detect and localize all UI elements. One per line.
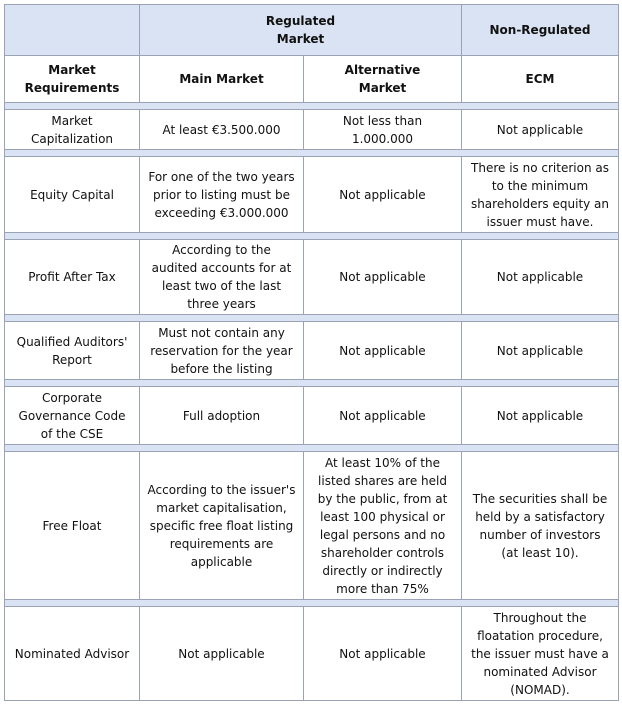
row-separator (5, 380, 619, 387)
main-market-cell: Not applicable (140, 607, 304, 701)
alternative-market-header: Alternative Market (304, 56, 462, 103)
row-separator (5, 233, 619, 240)
main-market-cell: According to the audited accounts for at least two of the last three years (140, 240, 304, 315)
main-market-cell: Full adoption (140, 387, 304, 445)
main-market-cell: At least €3.500.000 (140, 110, 304, 150)
corner-blank-cell (5, 5, 140, 56)
alternative-market-cell: Not applicable (304, 387, 462, 445)
alternative-market-cell: Not applicable (304, 240, 462, 315)
ecm-header: ECM (462, 56, 619, 103)
market-requirements-table (4, 4, 619, 701)
table-row (5, 240, 619, 315)
ecm-cell: Not applicable (462, 240, 619, 315)
main-market-cell: According to the issuer's market capitalisation, specific free float listing requirements are applicable (140, 452, 304, 600)
row-separator (5, 150, 619, 157)
table-row (5, 387, 619, 445)
alternative-market-cell: At least 10% of the listed shares are held by the public, from at least 100 physical or legal persons and no shareholder controls directly or indirectly more than 75% (304, 452, 462, 600)
table-row (5, 452, 619, 600)
requirement-cell: Market Capitalization (5, 110, 140, 150)
row-separator (5, 445, 619, 452)
table-row (5, 322, 619, 380)
regulated-market-header: Regulated Market (140, 5, 462, 56)
requirement-cell: Qualified Auditors' Report (5, 322, 140, 380)
table-row (5, 110, 619, 150)
market-requirements-header: Market Requirements (5, 56, 140, 103)
ecm-cell: Not applicable (462, 387, 619, 445)
ecm-cell: Not applicable (462, 322, 619, 380)
requirement-cell: Profit After Tax (5, 240, 140, 315)
alternative-market-cell: Not applicable (304, 157, 462, 233)
alternative-market-cell: Not applicable (304, 322, 462, 380)
requirement-cell: Nominated Advisor (5, 607, 140, 701)
non-regulated-header: Non-Regulated (462, 5, 619, 56)
main-market-cell: For one of the two years prior to listing must be exceeding €3.000.000 (140, 157, 304, 233)
alternative-market-cell: Not applicable (304, 607, 462, 701)
ecm-cell: Throughout the floatation procedure, the issuer must have a nominated Advisor (NOMAD). (462, 607, 619, 701)
alternative-market-cell: Not less than 1.000.000 (304, 110, 462, 150)
row-separator (5, 103, 619, 110)
ecm-cell: There is no criterion as to the minimum shareholders equity an issuer must have. (462, 157, 619, 233)
ecm-cell: The securities shall be held by a satisfactory number of investors (at least 10). (462, 452, 619, 600)
row-separator (5, 315, 619, 322)
requirement-cell: Equity Capital (5, 157, 140, 233)
main-market-cell: Must not contain any reservation for the year before the listing (140, 322, 304, 380)
row-separator (5, 600, 619, 607)
table-row (5, 607, 619, 701)
main-market-header: Main Market (140, 56, 304, 103)
requirement-cell: Corporate Governance Code of the CSE (5, 387, 140, 445)
requirement-cell: Free Float (5, 452, 140, 600)
ecm-cell: Not applicable (462, 110, 619, 150)
table-row (5, 157, 619, 233)
